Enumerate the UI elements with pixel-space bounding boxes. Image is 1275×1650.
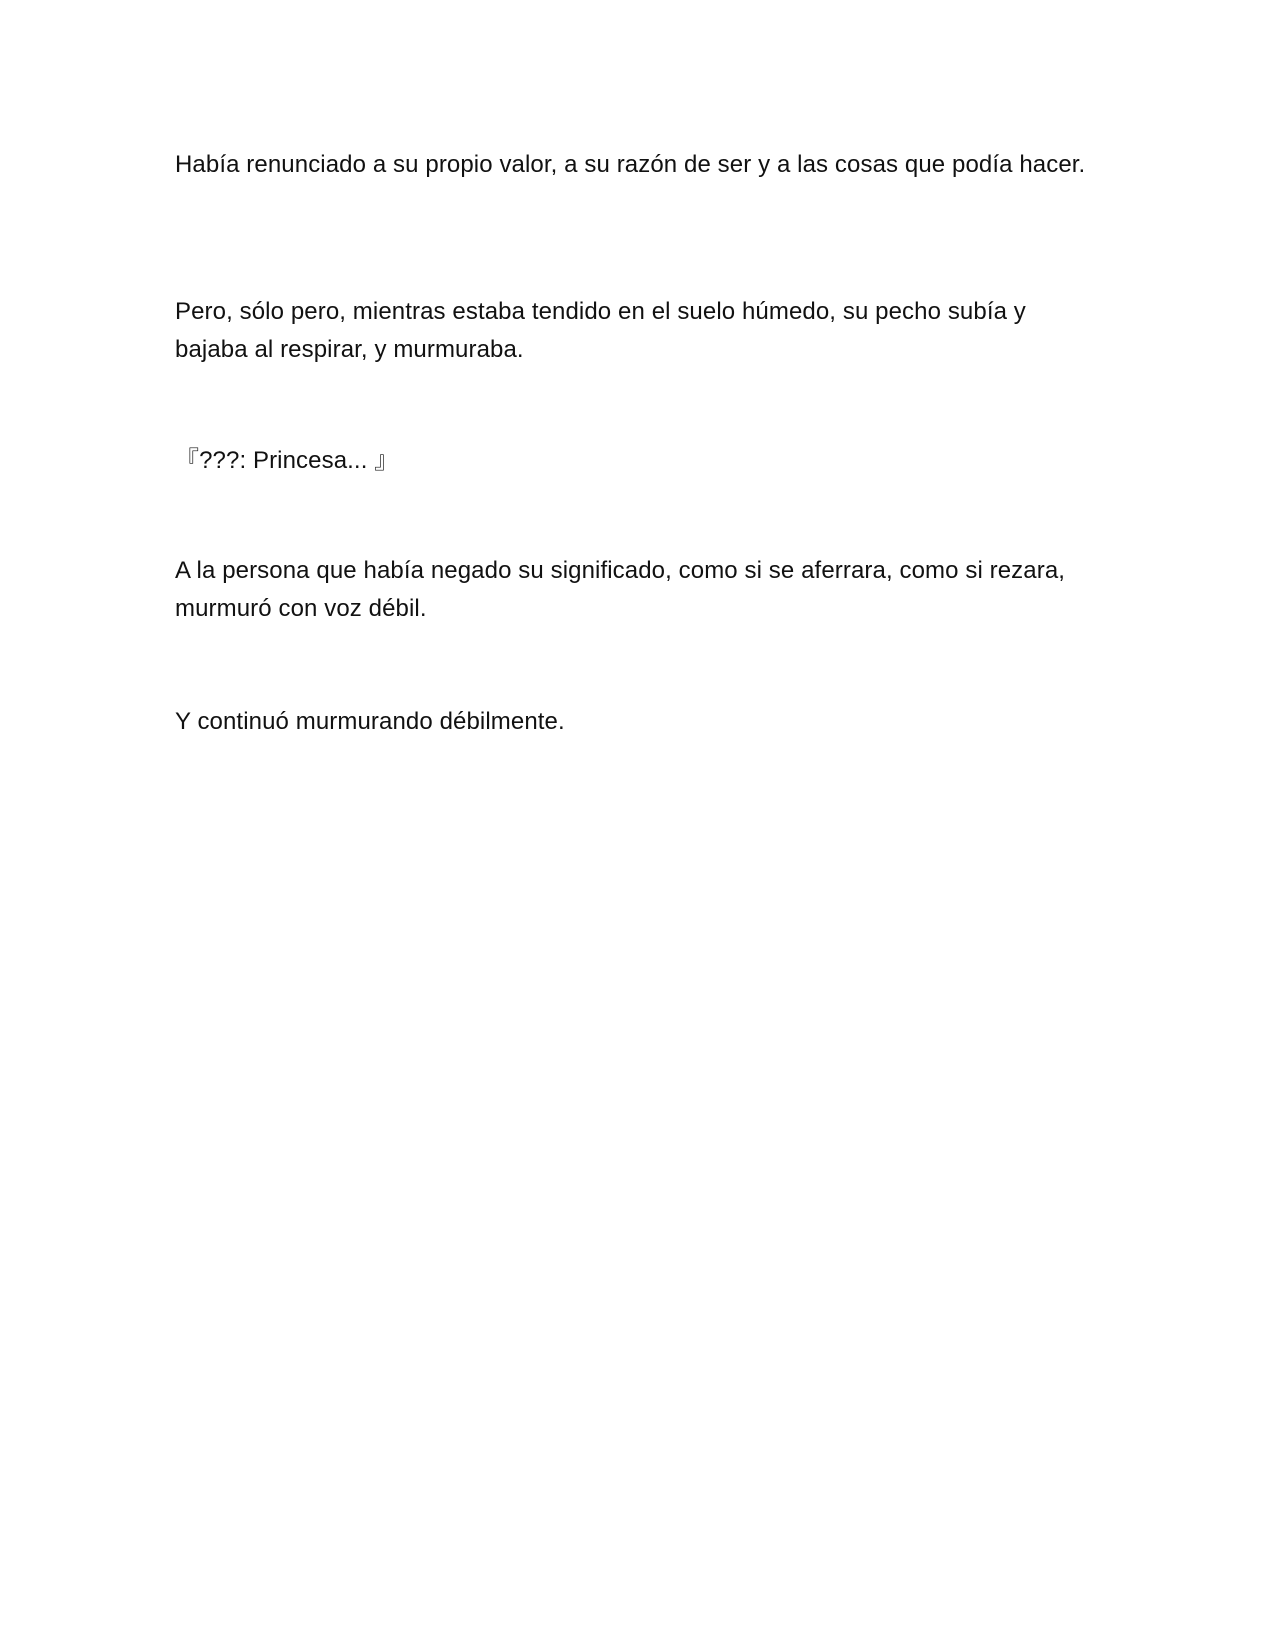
paragraph-2: Pero, sólo pero, mientras estaba tendido en el suelo húmedo, su pecho subía y bajaba al respirar, y murmuraba. <box>175 298 1026 363</box>
paragraph-5: Y continuó murmurando débilmente. <box>175 708 565 735</box>
paragraph-1: Había renunciado a su propio valor, a su razón de ser y a las cosas que podía hacer. <box>175 151 1086 178</box>
paragraph-4: A la persona que había negado su significado, como si se aferrara, como si rezara, murmuró con voz débil. <box>175 557 1066 622</box>
dialogue-line: 『???: Princesa... 』 <box>175 447 399 474</box>
